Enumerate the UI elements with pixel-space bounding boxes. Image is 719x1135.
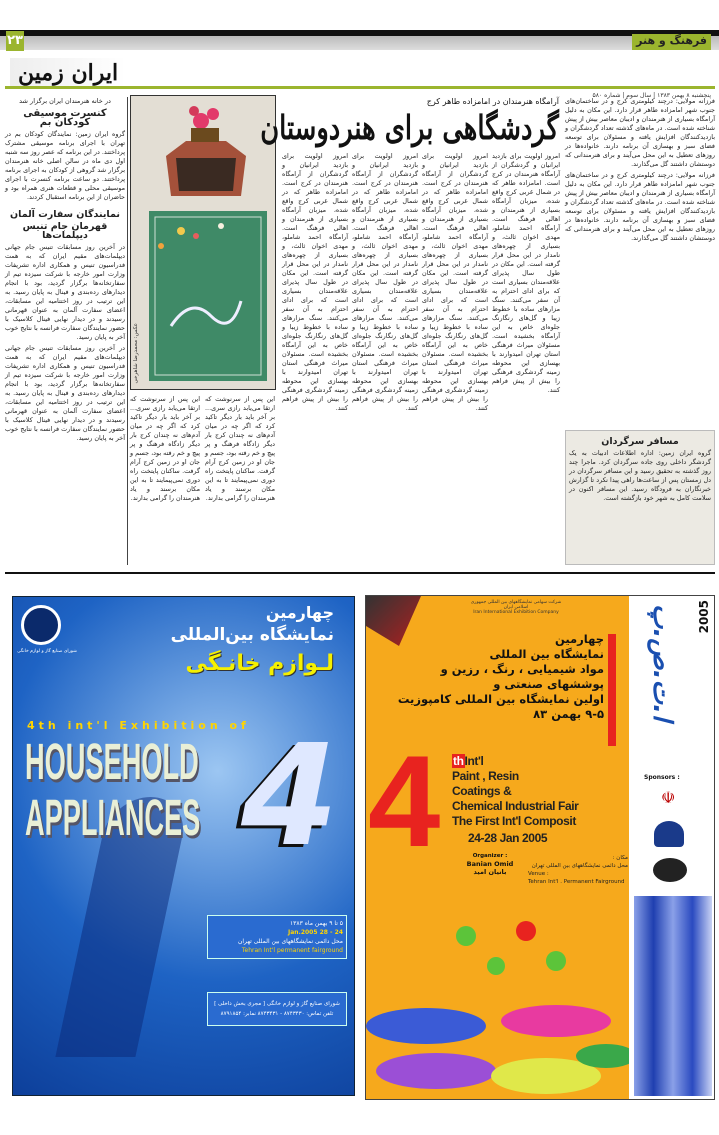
column-rule [127, 97, 128, 565]
under-photo-column [130, 395, 200, 505]
article-body: در آخرین روز مسابقات تنیس جام جهانی دیپلمات‌های مقیم ایران که به همت فدراسیون تنیس و همکاری اداره تشریفات وزارت امور خارجه با شرکت سیزده تیم از سفارتخانه‌ها برگزار گردید، بود با انجام دیدارهای رده‌بندی و فینال به پایان رسید. به این ترتیب در روز اختتامیه این مسابقات، اعضای سفارت آلمان به عنوان قهرمانی رسیدند و در دیدار نهایی فینال کلاسیک با حضور نمایندگان سفارت فرانسه با نتایج خوب آخر به پایان رسید. [5, 344, 125, 442]
page-number: ۲۳ [6, 31, 24, 51]
logo-year: 2005 [697, 600, 711, 634]
article-body: این پس از سرنوشت که ارتقا می‌یابد رازی سری... بر آخر باید بار دیگر تاکید کرد که اگر چه در میان آدم‌های نه چندان کرج بار دیگر زادگاه فرهنگ و پر پیچ و خم رفته بود، جسم و جان او در زمین کرج آرام گرفت. ساکنان پایتخت راه دوری نمی‌پیمایند تا به این مکان برسند و یاد هنرمندان را گرامی بدارند. [205, 395, 275, 502]
venue-label: Venue : [528, 871, 549, 877]
box-body: گروه ایران زمین: اداره اطلاعات ادبیات به یک گردشگر داخلی روی جاده سرگردان کرد. ماجرا چند روز گذشته به تحقیق رسید و این مسافر سرگردان در دل زمستان پس از ساعت‌ها راهی پیدا نکرد تا گزارش خبرنگاران به فرودگاه رسید. این مسافر اکنون در سلامت کامل به شهر خود بازگشته است. [569, 449, 711, 502]
article-title: قهرمان جام تنیس دیپلمات‌ها [22, 221, 108, 241]
divider [5, 86, 715, 89]
en-line: The First Int'l Composit [452, 814, 576, 828]
venue-en: Tehran Int'l permanent fairground [241, 947, 343, 954]
ads-divider [5, 572, 715, 574]
under-photo-column [205, 395, 275, 505]
refinery-image [634, 896, 712, 1096]
date-en: 24-28 Jan 2005 [468, 831, 548, 845]
fa-line: مواد شیمیایی ، رنگ ، رزین و [440, 662, 604, 676]
en-line: Paint , Resin [452, 769, 519, 783]
article-column [492, 152, 560, 397]
article-body: امروز اولویت برای بازدید ایرانیان و گردشگران از آرامگاه هنرمندان در کرج است. امامزاده طاهر که در شمال غربی کرج واقع شده، میزبان آرامگاه بسیاری از هنرمندان و اهالی فرهنگ است. آرامگاه احمد شاملو، مهدی اخوان ثالث، و بسیاری از چهره‌های نامدار در این محل قرار گرفته است. این مکان در طول سال پذیرای علاقه‌مندان بسیاری است که برای ادای احترام به آن سفر می‌کنند. سنگ مزارهای ساده با خطوط زیبا و گل‌های رنگارنگ جلوه‌ای خاص به این آرامگاه بخشیده است. مسئولان میراث فرهنگی استان تهران امیدوارند با بهسازی این محوطه زمینه گردشگری فرهنگی را بیش از پیش فراهم کنند. [492, 152, 560, 394]
organizer-label: Organizer : [472, 853, 508, 859]
article-body: امروز اولویت برای بازدید ایرانیان و گردشگران از آرامگاه هنرمندان در کرج است. امامزاده طاهر که در شمال غربی کرج واقع شده، میزبان آرامگاه بسیاری از هنرمندان و اهالی فرهنگ است. آرامگاه احمد شاملو، مهدی اخوان ثالث، و بسیاری از چهره‌های نامدار در این محل قرار گرفته است. این مکان در طول سال پذیرای علاقه‌مندان بسیاری است که برای ادای احترام به آن سفر می‌کنند. سنگ مزارهای ساده با خطوط زیبا و گل‌های رنگارنگ جلوه‌ای خاص به این آرامگاه بخشیده است. مسئولان میراث فرهنگی استان تهران امیدوارند با بهسازی این محوطه زمینه گردشگری فرهنگی را بیش از پیش فراهم کنند. [422, 152, 488, 412]
exhibition-logo: ا.ت.ص.پ [647, 604, 677, 722]
ad-en-title [452, 754, 630, 846]
en-line: Chemical Industrial Fair [452, 799, 579, 813]
venue-en: Tehran Int'l . Permanent Fairground [528, 879, 625, 885]
en-line: Int'l [464, 754, 484, 768]
contact-box [207, 992, 347, 1026]
ad-en-line2: HOUSEHOLD [25, 734, 199, 791]
organizer-name: Banian Omid [466, 860, 514, 868]
company-logo [466, 600, 566, 615]
sidebar-box [565, 430, 715, 565]
section-title: ایران زمین [10, 58, 126, 88]
ica-logo-icon [653, 858, 687, 882]
article-body: گروه ایران زمین: نمایندگان کودکان بم در تهران با اجرای برنامه موسیقی مشترک پرداختند. در این برنامه که عصر روز سه شنبه اول دی ماه در سالن اصلی خانه هنرمندان برگزار شد گروهی از کودکان به اجرای برنامه پرداختند. دو ساعت برنامه کنسرت با اجرای موسیقی محلی و قطعات هنری همراه بود و حاضران از این برنامه استقبال کردند. [5, 130, 125, 201]
article-column [422, 152, 488, 415]
household-appliances-ad [12, 596, 355, 1096]
article-column [282, 152, 348, 415]
fa-line: ۹-۵ بهمن ۸۳ [533, 707, 604, 721]
left-column [5, 97, 125, 445]
red-bar [608, 634, 616, 746]
header-band [0, 36, 719, 50]
sponsor-panel [629, 596, 714, 1099]
contact-org: شورای صنایع گاز و لوازم خانگی [ مجری بخش داخلی ] [214, 1001, 340, 1007]
article-body: این پس از سرنوشت که ارتقا می‌یابد رازی سری... بر آخر باید بار دیگر تاکید کرد که اگر چه در میان آدم‌های نه چندان کرج بار دیگر زادگاه فرهنگ و پر پیچ و خم رفته بود، جسم و جان او در زمین کرج آرام گرفت. ساکنان پایتخت راه دوری نمی‌پیمایند تا به این مکان برسند و یاد هنرمندان را گرامی بدارند. [130, 395, 200, 502]
organizer [456, 852, 524, 876]
event-info-box [207, 915, 347, 959]
contact-phone: تلفن تماس: ۸۷۴۳۴۳۰ - ۸۷۴۳۴۳۱ نمابر: ۸۷۹۱۸۵۴ [220, 1011, 334, 1017]
venue [528, 854, 628, 886]
grave-image [131, 96, 276, 390]
big-number-4: 4 [368, 728, 441, 874]
superscript-th: th [453, 754, 464, 768]
fa-line: اولین نمایشگاه بین المللی کامپوزیت [397, 692, 604, 706]
company-fa: شرکت سهامی نمایشگاههای بین المللی جمهوری اسلامی ایران [470, 600, 562, 610]
date-en: 24 - 28 Jan.2005 [287, 929, 343, 936]
article-kicker: آرامگاه هنرمندان در امامزاده طاهر کرج [426, 97, 559, 106]
dateline: پنجشنبه ۸ بهمن ۱۳۸۳ | سال سوم | شماره ۵۸۰ [589, 92, 711, 99]
article-body: در آخرین روز مسابقات تنیس جام جهانی دیپلمات‌های مقیم ایران که به همت فدراسیون تنیس و همکاری اداره تشریفات وزارت امور خارجه با شرکت سیزده تیم از سفارتخانه‌ها برگزار گردید، بود با انجام دیدارهای رده‌بندی و فینال به پایان رسید. به این ترتیب در روز اختتامیه این مسابقات، اعضای سفارت آلمان به عنوان قهرمانی رسیدند و در دیدار نهایی فینال کلاسیک با حضور نمایندگان سفارت فرانسه با نتایج خوب آخر به پایان رسید. [5, 243, 125, 341]
iran-emblem-icon: ☫ [661, 788, 676, 807]
photo-caption: عکس: محمدرضا شاهرخی [133, 322, 139, 383]
date-fa: ۵ تا ۹ بهمن ماه ۱۳۸۳ [289, 920, 343, 927]
big-number-4: 4 [241, 715, 339, 878]
grave-photo [130, 95, 276, 390]
article-body: فرزانه مولایی: درچند کیلومتری کرج و در ساختمان‌های جنوب شهر امامزاده طاهر قرار دارد. این مکان به دلیل آرامگاه بسیاری از هنرمندان و ادیبان معاصر بیش از پیش شناخته شده است. در ماه‌های گذشته تعداد گردشگران و بازدیدکنندگان افزایش یافته و مسئولان برای توسعه فضای سبز و بهسازی آن برنامه دارند. خانواده‌ها در روزهای تعطیل به این محل می‌آیند و برای هنرمندانی که دوستشان داشتند گل می‌گذارند. [565, 97, 715, 168]
fa-line: نمایشگاه بین المللی [489, 647, 604, 661]
paint-cans-image [366, 906, 631, 1100]
paint-resin-ad [365, 595, 715, 1100]
ad-fa-title [398, 632, 604, 722]
organizer-fa: بانیان امید [473, 868, 507, 876]
sponsors-label: Sponsors : [644, 774, 680, 781]
venue-fa: محل دائمی نمایشگاههای بین المللی تهران [237, 938, 343, 945]
org-logo-icon [21, 605, 61, 645]
article-title: نمایندگان سفارت آلمان [10, 209, 120, 220]
right-column [565, 97, 715, 245]
oil-company-logo-icon [654, 821, 684, 847]
box-title: مسافر سرگردان [601, 436, 679, 447]
org-name: شورای صنایع گاز و لوازم خانگی [17, 649, 77, 654]
article-title: کنسرت موسیقی کودکان بم [23, 108, 107, 128]
venue-label-fa: مکان : [612, 855, 628, 861]
article-column [352, 152, 418, 415]
ad-en-line3: APPLIANCES [25, 790, 201, 847]
fa-line: چهارمین [555, 632, 604, 646]
fa-line: پوششهای صنعتی و [493, 677, 604, 691]
kicker: در خانه هنرمندان ایران برگزار شد [19, 97, 111, 105]
article-body: امروز اولویت برای بازدید ایرانیان و گردشگران از آرامگاه هنرمندان در کرج است. امامزاده طاهر که در شمال غربی کرج واقع شده، میزبان آرامگاه بسیاری از هنرمندان و اهالی فرهنگ است. آرامگاه احمد شاملو، مهدی اخوان ثالث، و بسیاری از چهره‌های نامدار در این محل قرار گرفته است. این مکان در طول سال پذیرای علاقه‌مندان بسیاری است که برای ادای احترام به آن سفر می‌کنند. سنگ مزارهای ساده با خطوط زیبا و گل‌های رنگارنگ جلوه‌ای خاص به این آرامگاه بخشیده است. مسئولان میراث فرهنگی استان تهران امیدوارند با بهسازی این محوطه زمینه گردشگری فرهنگی را بیش از پیش فراهم کنند. [352, 152, 418, 412]
article-body: امروز اولویت برای بازدید ایرانیان و گردشگران از آرامگاه هنرمندان در کرج است. امامزاده طاهر که در شمال غربی کرج واقع شده، میزبان آرامگاه بسیاری از هنرمندان و اهالی فرهنگ است. آرامگاه احمد شاملو، مهدی اخوان ثالث، و بسیاری از چهره‌های نامدار در این محل قرار گرفته است. این مکان در طول سال پذیرای علاقه‌مندان بسیاری است که برای ادای احترام به آن سفر می‌کنند. سنگ مزارهای ساده با خطوط زیبا و گل‌های رنگارنگ جلوه‌ای خاص به این آرامگاه بخشیده است. مسئولان میراث فرهنگی استان تهران امیدوارند با بهسازی این محوطه زمینه گردشگری فرهنگی را بیش از پیش فراهم کنند. [282, 152, 348, 412]
ad-en-line1: 4th int'l Exhibition of [27, 719, 250, 732]
en-line: Coatings & [452, 784, 512, 798]
ad-title-line2: نمایشگاه بین‌المللی [170, 625, 334, 645]
ad-title-line1: چهارمین [265, 603, 334, 622]
company-en: Iran International Exhibition Company [473, 610, 559, 615]
paper-logo: فرهنگ و هنر [632, 34, 711, 50]
ad-title-line3: لـوازم خانـگی [185, 651, 334, 676]
article-headline: گردشگاهی برای هنردوستان [260, 108, 559, 147]
article-body: فرزانه مولایی: درچند کیلومتری کرج و در ساختمان‌های جنوب شهر امامزاده طاهر قرار دارد. این مکان به دلیل آرامگاه بسیاری از هنرمندان و ادیبان معاصر بیش از پیش شناخته شده است. در ماه‌های گذشته تعداد گردشگران و بازدیدکنندگان افزایش یافته و مسئولان برای توسعه فضای سبز و بهسازی آن برنامه دارند. خانواده‌ها در روزهای تعطیل به این محل می‌آیند و برای هنرمندانی که دوستشان داشتند گل می‌گذارند. [565, 171, 715, 242]
venue-fa: محل دائمی نمایشگاههای بین المللی تهران [531, 863, 628, 869]
